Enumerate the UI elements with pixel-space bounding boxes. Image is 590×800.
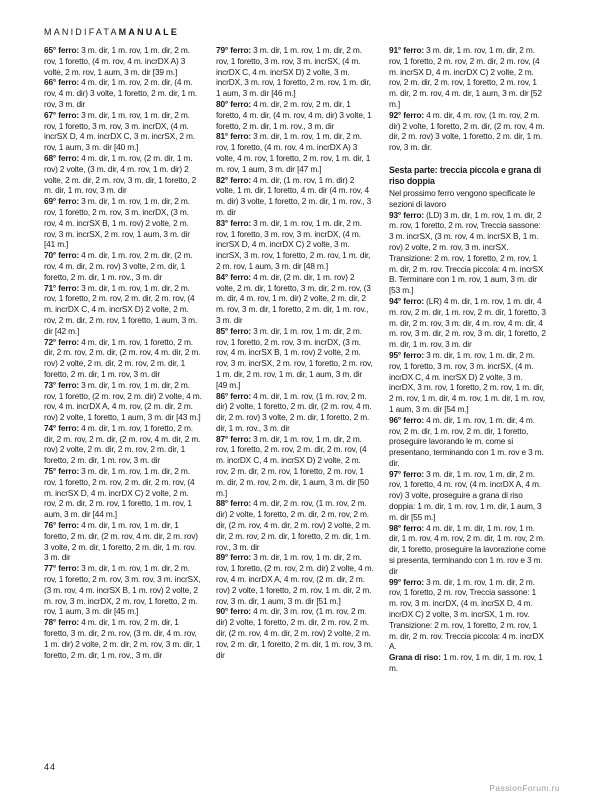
row-text: 4 m. dir, 2 m. rov, 2 m. dir, 1 foretto, 4 m. dir, (4 m. rov, 4 m. dir) 3 volte, 1 foretto, 2 m. dir, 1 m. rov., 3 m. dir (216, 98, 372, 131)
row-instruction (44, 520, 202, 563)
text-column-1 (44, 45, 202, 660)
page-number: 44 (44, 762, 57, 772)
row-text: 4 m. dir, 1 m. rov, (1 m. rov, 2 m. dir) 2 volte, 1 foretto, 2 m. dir, (2 m. rov, 4 m. dir, 2 m. rov) 3 volte, 2 m. dir, 1 foretto, 2 m. dir, 1 m. rov., 3 m. dir (216, 390, 372, 433)
running-header (44, 27, 179, 37)
row-label: 85° ferro: (216, 325, 252, 336)
text-column-3 (389, 45, 547, 674)
row-label: 89° ferro: (216, 552, 252, 563)
row-text: 4 m. dir, 1 m. rov, 1 m. dir, 1 foretto, 2 m. dir, (2 m. rov, 4 m. dir, 2 m. rov) 3 volte, 2 m. dir, 1 foretto, 2 m. dir, 1 m. rov. 3 m. dir (44, 520, 198, 563)
row-label: 94° ferro: (389, 295, 425, 306)
row-text: 3 m. dir, 1 m. rov, 1 m. dir, 2 m. rov, 1 foretto, 2 m. rov, 3 m. incrDX, (3 m. rov, 4 m. incrSX B, 1 m. rov) 2 volte, 2 m. rov, 3 m. incrSX, 2 m. rov, 1 foretto, 2 m. rov, 1 m. dir, 2 m. rov, 1 m. dir, 1 aum, 3 m. dir [49 m.] (216, 325, 373, 390)
row-text: 3 m. dir, 1 m. rov, 1 m. dir, 2 m. rov, 1 foretto, (2 m. rov, 2 m. dir) 2 volte, 4 m. rov, 4 m. incrDX A, 4 m. rov, (2 m. dir, 2 m. rov) 2 volte, 1 foretto, 1 aum, 3 m. dir [43 m.] (44, 379, 202, 423)
row-text: 4 m. dir, 1 m. dir, 1 m. rov, 1 m. dir, 1 m. rov, 4 m. rov, 2 m. dir, 1 m. rov, 2 m. dir, 1 foretto, proseguire la lavorazione come si presenta, terminando con 1 m. rov e 3 m. dir (389, 522, 546, 576)
row-text: 3 m. dir, 1 m. rov, 1 m. dir, 2 m. rov, 1 foretto, 3 m. rov, 3 m. incrSX, (4 m. incrDX C, 4 m. incrSX D) 2 volte, 3 m. incrDX, 3 m. rov, 1 foretto, 2 m. rov, 1 m. dir, 1 aum, 3 m. dir [46 m.] (216, 45, 371, 99)
row-label: 82° ferro: (216, 174, 252, 185)
row-text: 3 m. dir, 1 m. rov, 1 m. dir, 2 m. rov, 1 foretto, 2 m. rov, 2 m. dir, 2 m. rov, (4 m. incrDX C, 4 m. incrSX D) 2 volte, 2 m. rov, 2 m. dir, 2 m. rov, 1 foretto, 1 aum, 3 m. dir [42 m.] (44, 282, 198, 336)
row-label: 80° ferro: (216, 98, 252, 109)
brand-name-part1: MANIDIFATA (44, 27, 119, 37)
row-label: 92° ferro: (389, 109, 425, 120)
row-label: 72° ferro: (44, 336, 80, 347)
row-text: 4 m. dir, 1 m. rov, 2 m. dir, 1 foretto, 3 m. dir, 2 m. rov, (3 m. dir, 4 m. rov, 1 m. dir) 2 volte, 2 m. dir, 2 m. rov, 3 m. dir, 1 foretto, 2 m. dir, 1 m. rov., 3 m. dir (44, 617, 201, 660)
row-label: 75° ferro: (44, 466, 80, 477)
row-label: 70° ferro: (44, 250, 80, 261)
row-label: 98° ferro: (389, 522, 425, 533)
brand-name-part2: MANUALE (118, 27, 180, 37)
row-text: 3 m. dir, 1 m. rov, 1 m. dir, 2 m. rov, 1 foretto, 3 m. rov, 3 m. incrSX, (4 m. incrDX C, 4 m. incrSX D) 2 volte, 3 m. incrDX, 3 m. rov, 1 foretto, 2 m. rov, 1 m. dir, 2 m. rov, 1 m. dir, 4 m. rov, 1 m. dir, 1 m. rov, 1 aum, 3 m. dir [54 m.] (389, 349, 545, 414)
row-label: 77° ferro: (44, 563, 80, 574)
row-instruction (44, 283, 202, 337)
row-text: 3 m. dir, 1 m. rov, 1 m. dir, 2 m. rov, 1 foretto, (4 m. rov, 4 m. incrDX A) 3 volte, 2 m. rov, 1 aum, 3 m. dir [39 m.] (44, 45, 190, 77)
row-label: Grana di riso: (389, 652, 441, 663)
row-instruction (44, 423, 202, 466)
row-text: 3 m. dir, 1 m. rov, 1 m. dir, 2 m. rov, 1 foretto, 2 m. rov, 3 m. incrDX, (3 m. rov, 4 m. incrSX B, 1 m. rov) 2 volte, 2 m. rov, 3 m. incrSX, 2 m. rov, 1 aum, 3 m. dir [41 m.] (44, 196, 190, 250)
row-text: 3 m. dir, 1 m. rov, 1 m. dir, 2 m. rov, 1 foretto, (2 m. rov, 2 m. dir) 2 volte, 4 m. rov, 4 m. incrDX A, 4 m. rov, (2 m. dir, 2 m. rov) 2 volte, 1 foretto, 2 m. rov, 1 m. dir, 2 m. rov, 3 m. dir, 1 aum, 3 m. dir [51 m.] (216, 552, 374, 606)
row-instruction (44, 466, 202, 520)
row-text: 4 m. dir, 1 m. rov, 1 foretto, 2 m. dir, 2 m. rov, 2 m. dir, (2 m. rov, 4 m. dir, 2 m. rov) 2 volte, 2 m. dir, 2 m. rov, 2 m. dir, 1 foretto, 2 m. dir, 1 m. rov, 3 m. dir (44, 336, 201, 379)
row-instruction (216, 45, 374, 99)
row-label: 71° ferro: (44, 282, 80, 293)
row-text: 4 m. dir, 1 m. rov, 1 m. dir, 4 m. rov, 2 m. dir, 1 m. rov, 2 m. dir, 1 foretto, proseguire lavorando le m. come si presentano, terminando con 1 m. rov e 3 m. dir. (389, 414, 544, 468)
row-instruction (44, 380, 202, 423)
row-text: 3 m. dir, 1 m. rov, 1 m. dir, 2 m. rov, 1 foretto, 2 m. rov, 3 m. rov, 3 m. incrSX, (3 m. rov, 4 m. incrSX B, 1 m. rov) 2 volte, 2 m. rov, 3 m. incrDX, 2 m. rov, 1 foretto, 2 m. rov, 1 aum, 3 m. dir [45 m.] (44, 563, 201, 617)
row-instruction (389, 469, 547, 523)
row-label: 88° ferro: (216, 498, 252, 509)
row-text: (LR) 4 m. dir, 1 m. rov, 1 m. dir, 4 m. rov, 2 m. dir, 1 m. rov, 2 m. dir, 1 foretto, 3 m. dir, 2 m. rov, 3 m. dir, 4 m. rov, 4 m. dir, 4 m. rov, 3 m. dir, 2 m. rov, 3 m. dir, 1 foretto, 2 m. dir, 1 m. rov, 3 m. dir (389, 295, 546, 350)
row-label: 76° ferro: (44, 520, 80, 531)
row-label: 97° ferro: (389, 468, 425, 479)
row-instruction (44, 77, 202, 109)
row-instruction (389, 188, 547, 210)
row-instruction (216, 218, 374, 272)
row-label: 96° ferro: (389, 414, 425, 425)
row-text: Nel prossimo ferro vengono specificate le sezioni di lavoro (389, 187, 536, 209)
row-instruction (216, 326, 374, 391)
row-text: 4 m. dir, 1 m. rov, 1 foretto, 2 m. dir, 2 m. rov, 2 m. dir, (2 m. rov, 4 m. dir, 2 m. rov) 2 volte, 2 m. dir, 2 m. rov, 2 m. dir, 1 foretto, 2 m. dir, 1 m. rov, 3 m. dir (44, 422, 201, 466)
row-instruction (389, 350, 547, 415)
row-text: 4 m. dir, 3 m. rov, (1 m. rov, 2 m. dir) 2 volte, 1 foretto, 2 m. dir, 2 m. rov, 2 m. dir, (2 m. rov, 4 m. dir, 2 m. rov) 2 volte, 2 m. rov, 2 m. dir, 1 foretto, 2 m. dir, 1 m. rov, 3 m. dir (216, 606, 373, 660)
row-text: 4 m. dir, (1 m. rov, 1 m. dir) 2 volte, 1 m. dir, 1 foretto, 4 m. dir (4 m. rov, 4 m. dir) 3 volte, 1 foretto, 2 m. dir, 1 m. rov., 3 m. dir (216, 174, 372, 217)
row-label: 95° ferro: (389, 349, 425, 360)
row-instruction (44, 110, 202, 153)
row-instruction (389, 577, 547, 653)
row-label: 74° ferro: (44, 422, 80, 433)
row-label: 81° ferro: (216, 131, 252, 142)
row-text: 4 m. dir, 1 m. rov, 2 m. dir, (4 m. rov, 4 m. dir) 3 volte, 1 foretto, 2 m. dir, 1 m. rov, 3 m. dir (44, 77, 197, 109)
row-label: 84° ferro: (216, 271, 252, 282)
row-instruction (216, 175, 374, 218)
row-text: 1 m. rov, 1 m. dir, 1 m. rov, 1 m. (389, 652, 543, 674)
section-heading: Sesta parte: treccia piccola e grana di riso doppia (389, 164, 542, 186)
row-instruction (44, 153, 202, 196)
row-text: 3 m. dir, 1 m. rov, 1 m. dir, 2 m. rov, 1 foretto, 3 m. rov, 3 m. incrDX, (4 m. incrSX D, 4 m. incrDX C, 3 m. incrSX, 2 m. rov, 1 aum, 3 m. dir [40 m.] (44, 109, 195, 153)
row-text: 3 m. dir, 1 m. rov, 1 m. dir, 2 m. rov, 1 foretto, (4 m. rov, 4 m. incrDX A) 3 volte, 4 m. rov, 1 foretto, 2 m. rov, 1 m. dir, 1 m. rov, 1 aum, 3 m. dir [47 m.] (216, 131, 371, 174)
row-instruction (216, 434, 374, 499)
row-text: 3 m. dir, 1 m. rov, 1 m. dir, 2 m. rov, 1 foretto, 3 m. rov, 3 m. incrDX, (4 m. incrSX D, 4 m. incrDX C) 2 volte, 3 m. incrSX, 3 m. rov, 1 foretto, 2 m. rov, 1 m. dir, 2 m. rov, 1 aum, 3 m. dir [48 m.] (216, 217, 371, 271)
row-text: (LD) 3 m. dir, 1 m. rov, 1 m. dir, 2 m. rov, 1 foretto, 2 m. rov, Treccia sassone: 3 m. incrSX, (3 m. rov, 4 m. incrSX B, 1 m. rov) 2 volte, 2 m. rov, 3 m. incrSX. Transizione: 2 m. rov, 1 foretto, 2 m. rov, 1 m. dir, 2 m. rov. Treccia piccola: 4 m. incrSX B. Terminare con 1 m. rov, 1 aum, 3 m. dir [53 m.] (389, 209, 544, 296)
row-label: 93° ferro: (389, 209, 425, 220)
row-instruction (389, 523, 547, 577)
row-label: 68° ferro: (44, 152, 80, 163)
row-instruction (389, 415, 547, 469)
row-label: 90° ferro: (216, 606, 252, 617)
row-instruction (44, 250, 202, 282)
row-instruction (44, 617, 202, 660)
row-instruction (216, 606, 374, 660)
row-instruction (44, 45, 202, 77)
row-instruction (389, 652, 547, 674)
row-instruction (216, 131, 374, 174)
row-instruction (216, 391, 374, 434)
row-text: 4 m. dir, (2 m. dir, 1 m. rov) 2 volte, 2 m. dir, 1 foretto, 3 m. dir, 2 m. rov, (3 m. dir, 4 m. rov, 1 m. dir) 2 volte, 2 m. dir, 2 m. rov, 3 m. dir, 1 foretto, 2 m. dir, 1 m. rov., 3 m. dir (216, 271, 371, 325)
row-text: 4 m. dir, 1 m. rov, 2 m. dir, (2 m. rov, 4 m. dir, 2 m. rov) 3 volte, 2 m. dir, 1 foretto, 2 m. dir, 1 m. rov., 3 m. dir (44, 250, 193, 282)
row-text: 4 m. dir, 4 m. rov, (1 m. rov, 2 m. dir) 2 volte, 1 foretto, 2 m. dir, (2 m. rov, 4 m. dir, 2 m. rov) 3 volte, 1 foretto, 2 m. dir, 1 m. rov, 3 m. dir. (389, 109, 545, 153)
row-text: 3 m. dir, 1 m. rov, 1 m. dir, 2 m. rov, 1 foretto, 4 m. rov, (4 m. incrDX A, 4 m. rov) 3 volte, proseguire a grana di riso doppia: 1 m. dir, 1 m. rov, 1 m. dir, 1 aum, 3 m. dir [55 m.] (389, 468, 542, 522)
row-label: 83° ferro: (216, 217, 252, 228)
row-label: 69° ferro: (44, 196, 80, 207)
row-label: 78° ferro: (44, 617, 80, 628)
row-text: 3 m. dir, 1 m. rov, 1 m. dir, 2 m. rov, 1 foretto, 2 m. rov, 2 m. dir, 2 m. rov, (4 m. incrSX D, 4 m. incrDX C) 2 volte, 2 m. rov, 2 m. dir, 2 m. rov, 1 foretto, 2 m. rov, 1 m. dir, 2 m. rov, 4 m. dir, 1 aum, 3 m. dir [52 m.] (389, 45, 542, 109)
text-column-2 (216, 45, 374, 660)
row-label: 73° ferro: (44, 379, 80, 390)
row-text: 3 m. dir, 1 m. rov, 1 m. dir, 2 m. rov, 1 foretto, 2 m. rov, Treccia sassone: 1 m. rov, 3 m. incrDX, (4 m. incrSX D, 4 m. incrDX C) 2 volte, 3 m. incrSX, 1 m. rov. Transizione: 2 m. rov, 1 foretto, 2 m. rov, 1 m. dir, 2 m. rov. Treccia piccola: 4 m. incrDX A. (389, 576, 544, 652)
row-instruction (216, 498, 374, 552)
row-label: 91° ferro: (389, 45, 425, 55)
row-label: 79° ferro: (216, 45, 252, 55)
row-instruction (389, 210, 547, 296)
row-text: 3 m. dir, 1 m. rov, 1 m. dir, 2 m. rov, 1 foretto, 2 m. rov, 2 m. dir, 2 m. rov, (4 m. incrDX C, 4 m. incrSX D) 2 volte, 2 m. rov, 2 m. dir, 2 m. rov, 1 foretto, 2 m. rov, 1 m. dir, 2 m. rov, 2 m. dir, 1 aum, 3 m. dir [50 m.] (216, 433, 369, 498)
row-instruction (389, 45, 547, 110)
row-instruction (389, 296, 547, 350)
row-instruction (44, 563, 202, 617)
row-label: 65° ferro: (44, 45, 80, 55)
row-instruction (44, 196, 202, 250)
row-instruction (216, 272, 374, 326)
row-instruction (216, 552, 374, 606)
row-label: 66° ferro: (44, 77, 80, 88)
row-text: 4 m. dir, 1 m. rov, (2 m. dir, 1 m. rov) 2 volte, (3 m. dir, 4 m. rov, 1 m. dir) 2 volte, 2 m. dir, 2 m. rov, 3 m. dir, 1 foretto, 2 m. dir, 1 m. rov, 3 m. dir (44, 152, 197, 196)
watermark: PassionForum.ru (489, 783, 560, 793)
row-label: 87° ferro: (216, 433, 252, 444)
row-instruction (216, 99, 374, 131)
row-label: 67° ferro: (44, 109, 80, 120)
row-instruction (44, 337, 202, 380)
row-label: 86° ferro: (216, 390, 252, 401)
row-label: 99° ferro: (389, 576, 425, 587)
row-text: 3 m. dir, 1 m. rov, 1 m. dir, 2 m. rov, 1 foretto, 2 m. rov, 2 m. dir, 2 m. rov, (4 m. incrSX D, 4 m. incrDX C) 2 volte, 2 m. rov, 2 m. dir, 2 m. rov, 1 foretto, 1 m. rov, 1 aum, 3 m. dir [44 m.] (44, 466, 195, 520)
row-text: 4 m. dir, 2 m. rov, (1 m. rov, 2 m. dir) 2 volte, 1 foretto, 2 m. dir, 2 m. rov, 2 m. dir, (2 m. rov, 4 m. dir, 2 m. rov) 2 volte, 2 m. dir, 2 m. rov, 2 m. dir, 1 foretto, 2 m. dir, 1 m. rov., 3 m. dir (216, 498, 371, 552)
row-instruction (389, 110, 547, 153)
